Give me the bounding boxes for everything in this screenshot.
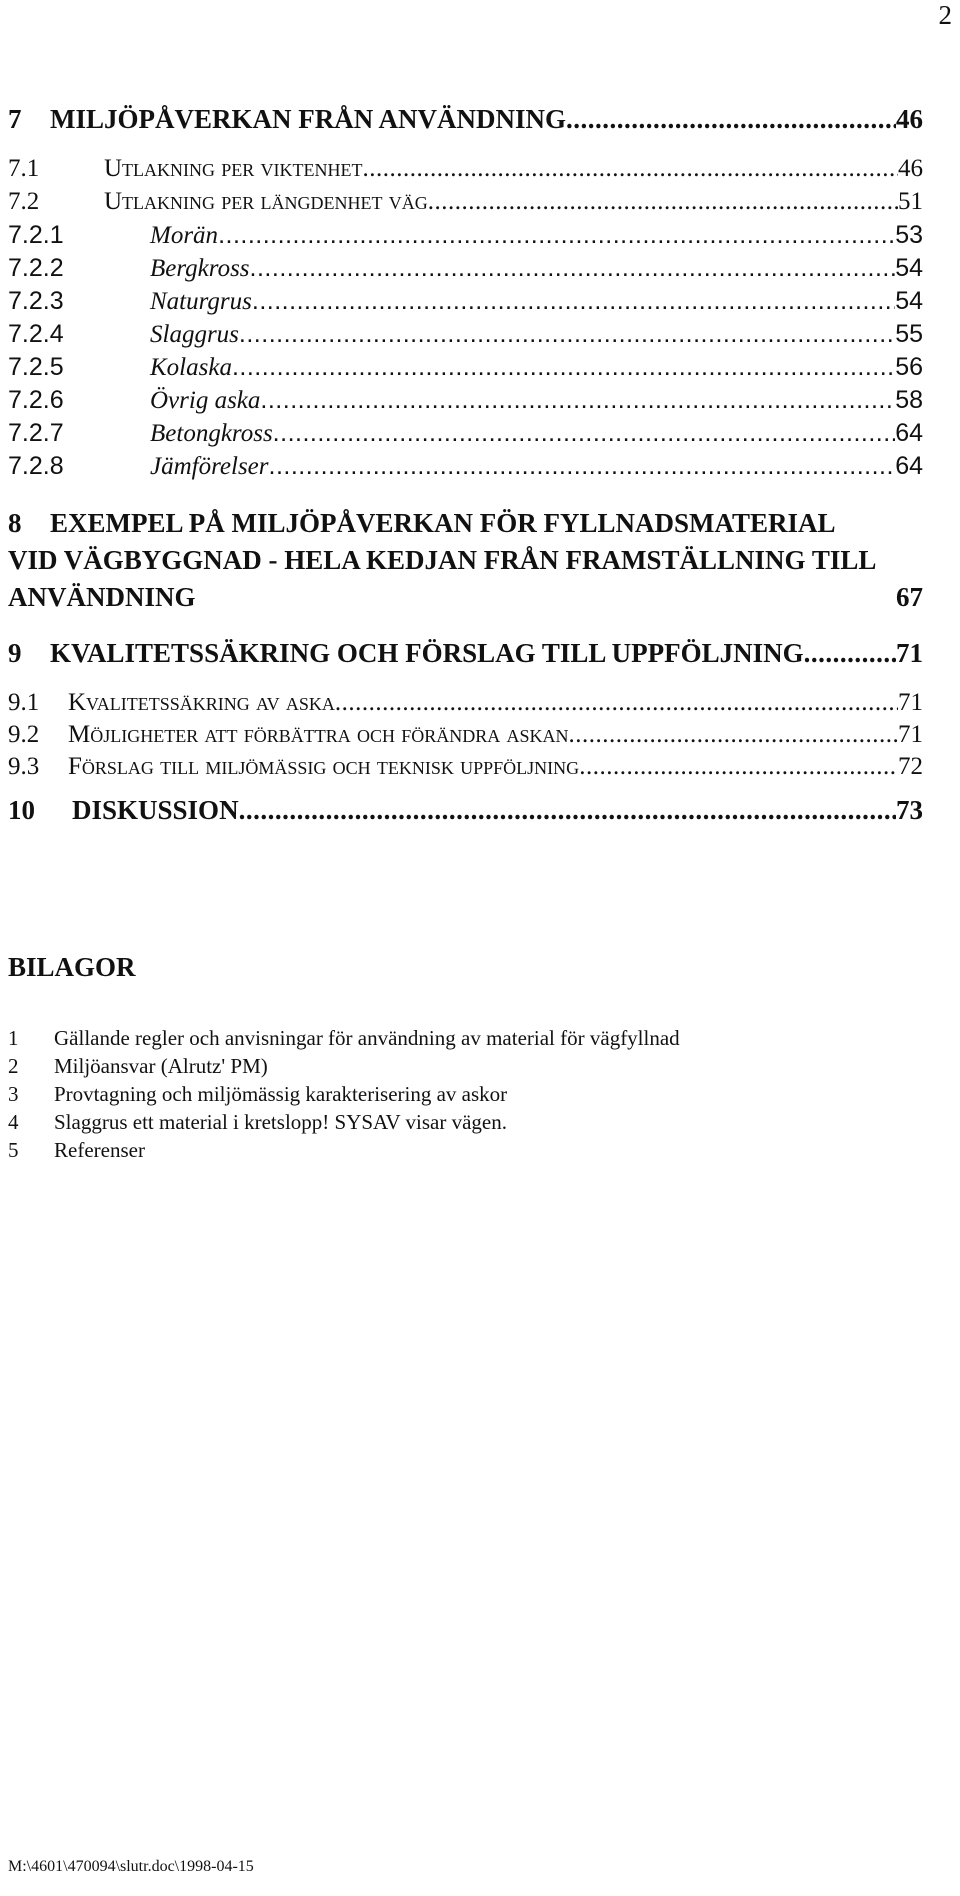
toc-entry-9-3[interactable] [8, 753, 923, 781]
toc-entry-ch9[interactable] [8, 638, 923, 669]
bilaga-item [8, 1082, 507, 1107]
toc-number: 9.3 [8, 753, 40, 780]
toc-title: Utlakning per viktenhet [104, 155, 363, 182]
toc-title: Slaggrus [150, 321, 239, 348]
toc-number: 7 [8, 104, 22, 134]
toc-number: 7.2.6 [8, 386, 64, 414]
toc-entry-7-1[interactable] [8, 155, 923, 183]
file-path-footer: M:\4601\470094\slutr.doc\1998-04-15 [8, 1858, 254, 1875]
toc-entry-ch8[interactable] [8, 508, 923, 619]
bilaga-number: 1 [8, 1026, 19, 1050]
toc-leader [252, 287, 895, 316]
toc-page: 71 [898, 689, 923, 716]
toc-page: 54 [895, 254, 923, 282]
toc-title: Möjligheter att förbättra och förändra askan [68, 721, 569, 748]
toc-title-line-3: ANVÄNDNING [8, 582, 196, 612]
toc-entry-7-2-1[interactable] [8, 221, 923, 250]
toc-number: 7.1 [8, 155, 40, 182]
toc-entry-7-2-5[interactable] [8, 353, 923, 382]
toc-leader [273, 419, 896, 448]
toc-number: 10 [8, 795, 35, 825]
toc-entry-7-2-7[interactable] [8, 419, 923, 448]
toc-page: 64 [895, 452, 923, 480]
toc-number: 7.2.5 [8, 353, 64, 381]
toc-number: 7.2.1 [8, 221, 64, 249]
toc-title: Förslag till miljömässig och teknisk uppföljning [68, 753, 580, 780]
toc-title-line-1: EXEMPEL PÅ MILJÖPÅVERKAN FÖR FYLLNADSMATERIAL [50, 508, 836, 538]
toc-title: DISKUSSION [72, 795, 239, 825]
toc-leader [250, 254, 896, 283]
toc-entry-ch7[interactable] [8, 104, 923, 135]
toc-title: Morän [150, 222, 219, 249]
bilaga-text: Slaggrus ett material i kretslopp! SYSAV visar vägen. [54, 1110, 507, 1134]
toc-leader [239, 320, 895, 349]
toc-number: 7.2 [8, 188, 40, 215]
bilaga-text: Provtagning och miljömässig karakterisering av askor [54, 1082, 508, 1106]
toc-leader [335, 689, 898, 717]
bilaga-text: Miljöansvar (Alrutz' PM) [54, 1054, 268, 1078]
toc-leader [232, 353, 895, 382]
toc-entry-7-2-4[interactable] [8, 320, 923, 349]
toc-number: 7.2.3 [8, 287, 64, 315]
bilaga-text: Referenser [54, 1138, 145, 1162]
toc-page: 64 [895, 419, 923, 447]
toc-number: 7.2.8 [8, 452, 64, 480]
toc-entry-9-1[interactable] [8, 689, 923, 717]
bilagor-heading: BILAGOR [8, 952, 136, 982]
toc-page: 53 [895, 221, 923, 249]
toc-title: Kolaska [150, 354, 232, 381]
toc-page: 55 [895, 320, 923, 348]
page-number: 2 [938, 0, 952, 30]
toc-row [8, 582, 923, 619]
toc-page: 56 [895, 353, 923, 381]
toc-page: 71 [896, 638, 923, 668]
toc-number: 9.1 [8, 689, 40, 716]
toc-entry-9-2[interactable] [8, 721, 923, 749]
toc-page: 72 [898, 753, 923, 780]
bilaga-number: 5 [8, 1138, 19, 1162]
toc-title: Jämförelser [150, 453, 269, 480]
toc-page: 58 [895, 386, 923, 414]
bilaga-item [8, 1054, 268, 1079]
toc-title-line-2: VID VÄGBYGGNAD - HELA KEDJAN FRÅN FRAMSTÄLLNING TILL [8, 545, 877, 575]
toc-number: 7.2.4 [8, 320, 64, 348]
toc-row [8, 545, 923, 582]
bilaga-item [8, 1026, 680, 1051]
toc-number: 8 [8, 508, 22, 538]
toc-page: 46 [896, 104, 923, 134]
toc-entry-7-2-2[interactable] [8, 254, 923, 283]
toc-title: KVALITETSSÄKRING OCH FÖRSLAG TILL UPPFÖLJNING [50, 638, 804, 668]
toc-leader [363, 155, 898, 183]
toc-leader [269, 452, 896, 481]
toc-entry-ch10[interactable] [8, 795, 923, 826]
bilaga-number: 3 [8, 1082, 19, 1106]
toc-title: Betongkross [150, 420, 273, 447]
toc-page: 73 [896, 795, 923, 825]
toc-leader [566, 104, 896, 135]
toc-leader [804, 638, 896, 669]
toc-number: 9 [8, 638, 22, 668]
toc-page: 71 [898, 721, 923, 748]
bilaga-number: 2 [8, 1054, 19, 1078]
toc-title: MILJÖPÅVERKAN FRÅN ANVÄNDNING [50, 104, 566, 134]
toc-row [8, 508, 923, 545]
bilaga-number: 4 [8, 1110, 19, 1134]
toc-page: 46 [898, 155, 923, 182]
toc-page: 67 [896, 582, 923, 612]
bilaga-text: Gällande regler och anvisningar för användning av material för vägfyllnad [54, 1026, 680, 1050]
toc-number: 7.2.2 [8, 254, 64, 282]
toc-leader [218, 221, 895, 250]
toc-page: 51 [898, 188, 923, 215]
toc-page: 54 [895, 287, 923, 315]
toc-leader [239, 795, 896, 826]
toc-entry-7-2-6[interactable] [8, 386, 923, 415]
toc-title: Utlakning per längdenhet väg [104, 188, 428, 215]
toc-leader [579, 753, 898, 781]
toc-leader [428, 188, 898, 216]
toc-leader [260, 386, 895, 415]
toc-leader [569, 721, 899, 749]
bilaga-item [8, 1138, 145, 1163]
toc-number: 7.2.7 [8, 419, 64, 447]
toc-number: 9.2 [8, 721, 40, 748]
toc-title: Kvalitetssäkring av aska [68, 689, 335, 716]
toc-entry-7-2-8[interactable] [8, 452, 923, 481]
toc-entry-7-2[interactable] [8, 188, 923, 216]
toc-entry-7-2-3[interactable] [8, 287, 923, 316]
toc-title: Övrig aska [150, 387, 261, 414]
toc-title: Bergkross [150, 255, 250, 282]
toc-title: Naturgrus [150, 288, 252, 315]
bilaga-item [8, 1110, 507, 1135]
